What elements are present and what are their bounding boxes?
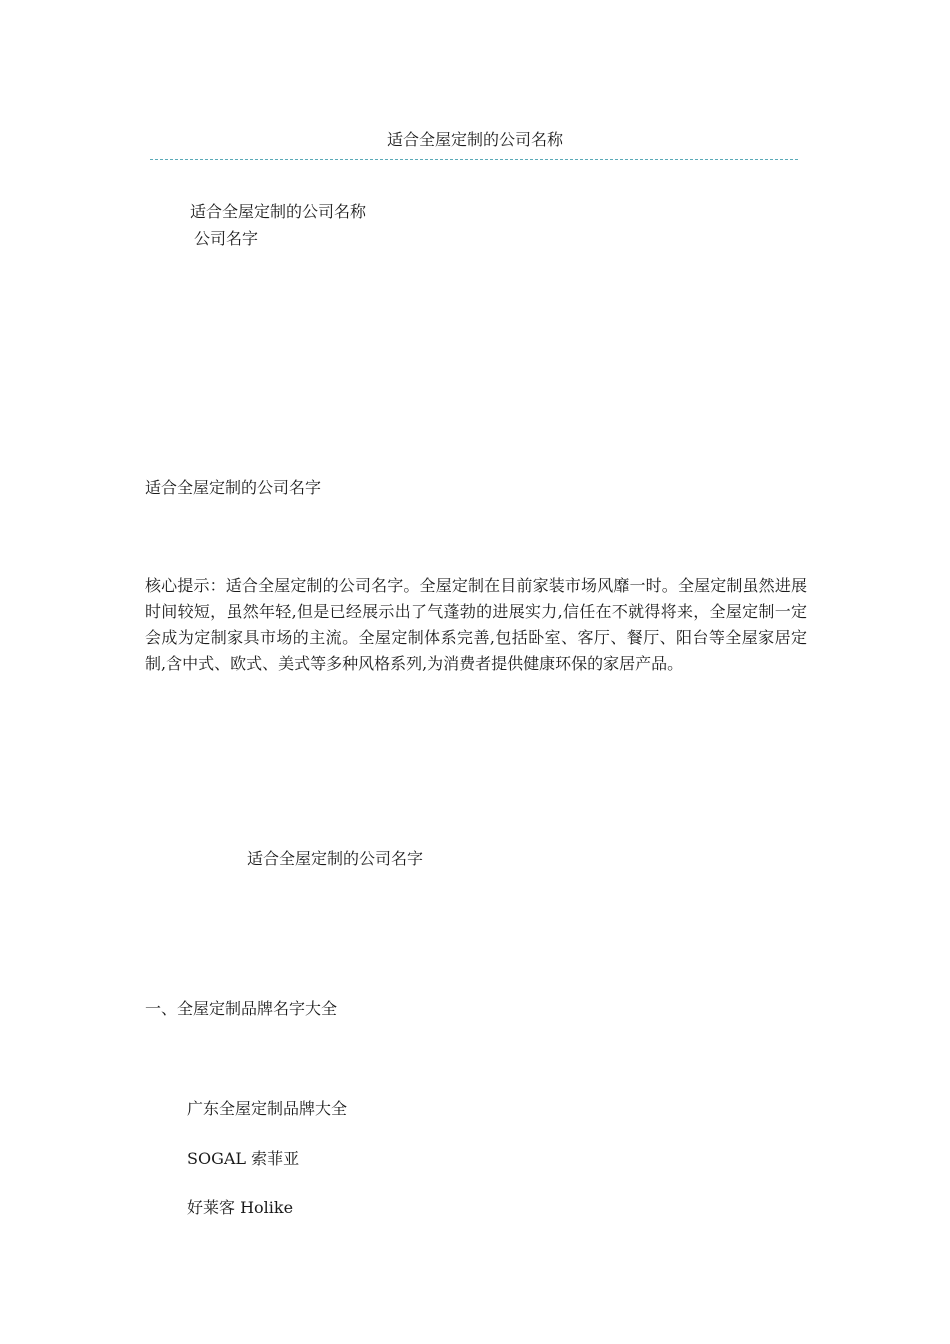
intro-subtitle: 公司名字 bbox=[194, 229, 259, 248]
intro-title: 适合全屋定制的公司名称 bbox=[190, 202, 367, 221]
centered-heading: 适合全屋定制的公司名字 bbox=[247, 849, 424, 868]
header-divider bbox=[150, 159, 798, 160]
list-heading: 一、全屋定制品牌名字大全 bbox=[145, 999, 338, 1018]
list-item: 好莱客 Holike bbox=[187, 1198, 294, 1217]
list-item: SOGAL 索菲亚 bbox=[187, 1149, 300, 1168]
header-title: 适合全屋定制的公司名称 bbox=[386, 130, 563, 149]
section-title: 适合全屋定制的公司名字 bbox=[145, 478, 322, 497]
summary-paragraph: 核心提示：适合全屋定制的公司名字。全屋定制在目前家装市场风靡一时。全屋定制虽然进展时间较短，虽然年轻,但是已经展示出了气蓬勃的进展实力,信任在不就得将来，全屋定制一定会成为定制家具市场的主流。全屋定制体系完善,包括卧室、客厅、餐厅、阳台等全屋家居定制,含中式、欧式、美式等多种风格系列,为消费者提供健康环保的家居产品。 bbox=[145, 576, 807, 673]
list-subheading: 广东全屋定制品牌大全 bbox=[187, 1099, 348, 1118]
